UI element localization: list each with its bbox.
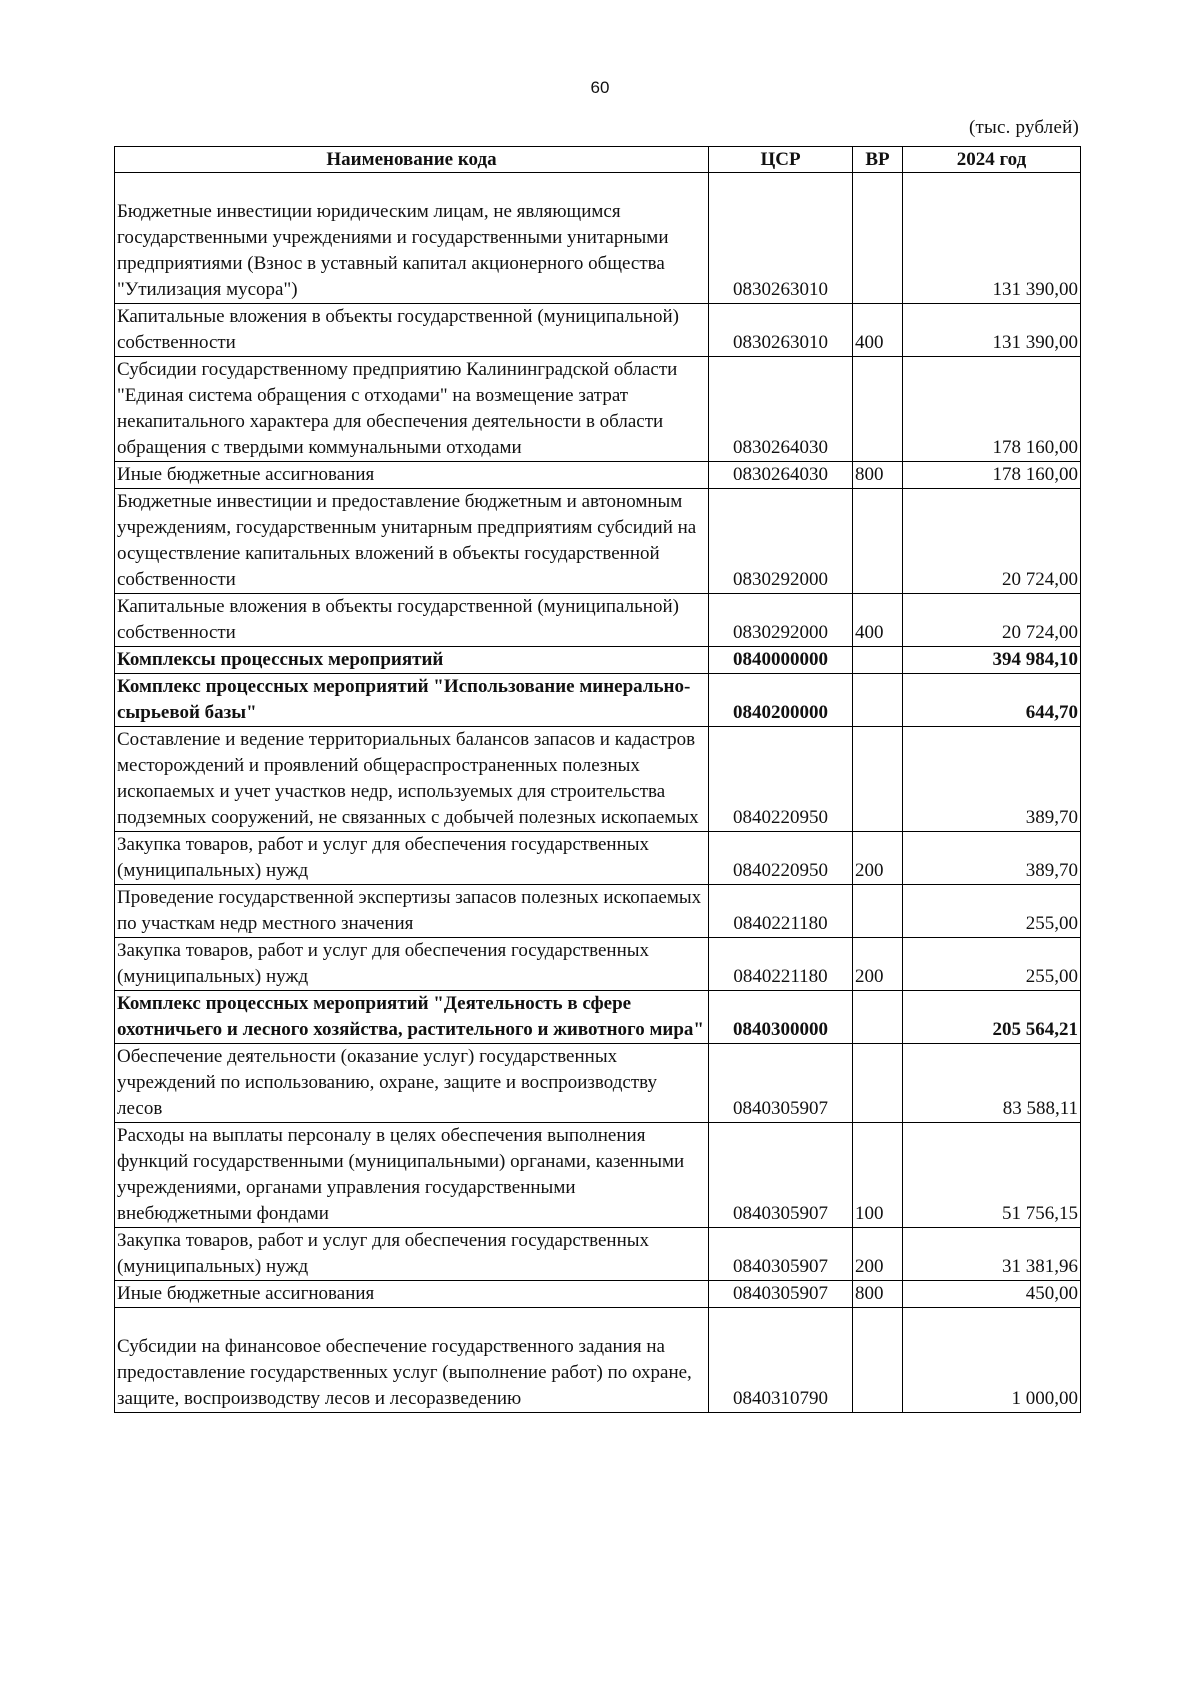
row-vr: 100 — [853, 1123, 903, 1228]
units-label: (тыс. рублей) — [968, 117, 1079, 138]
table-row — [115, 1308, 1081, 1413]
row-amount: 394 984,10 — [903, 647, 1081, 674]
row-amount: 131 390,00 — [903, 173, 1081, 304]
row-vr: 200 — [853, 832, 903, 885]
row-vr — [853, 173, 903, 304]
row-name: Иные бюджетные ассигнования — [115, 462, 709, 489]
row-vr — [853, 1044, 903, 1123]
header-row — [115, 147, 1081, 173]
row-vr: 200 — [853, 938, 903, 991]
table-row — [115, 304, 1081, 357]
row-name: Проведение государственной экспертизы запасов полезных ископаемых по участкам недр местного значения — [115, 885, 709, 938]
table-row — [115, 938, 1081, 991]
row-amount: 131 390,00 — [903, 304, 1081, 357]
table-row — [115, 462, 1081, 489]
table-row — [115, 1123, 1081, 1228]
row-csr: 0840305907 — [709, 1044, 853, 1123]
row-name: Бюджетные инвестиции и предоставление бюджетным и автономным учреждениям, государственным унитарным предприятиям субсидий на осуществление капитальных вложений в объекты государственной собственности — [115, 489, 709, 594]
row-amount: 1 000,00 — [903, 1308, 1081, 1413]
row-vr — [853, 1308, 903, 1413]
row-vr — [853, 991, 903, 1044]
row-amount: 31 381,96 — [903, 1228, 1081, 1281]
table-row — [115, 991, 1081, 1044]
table-row — [115, 594, 1081, 647]
table-row — [115, 1228, 1081, 1281]
row-csr: 0830264030 — [709, 357, 853, 462]
row-amount: 178 160,00 — [903, 357, 1081, 462]
row-vr — [853, 489, 903, 594]
row-vr: 400 — [853, 594, 903, 647]
row-csr: 0840200000 — [709, 674, 853, 727]
table-row — [115, 674, 1081, 727]
row-name: Расходы на выплаты персоналу в целях обеспечения выполнения функций государственными (муниципальными) органами, казенными учреждениями, органами управления государственными внебюджетными фондами — [115, 1123, 709, 1228]
row-name: Закупка товаров, работ и услуг для обеспечения государственных (муниципальных) нужд — [115, 1228, 709, 1281]
table-row — [115, 727, 1081, 832]
table-row — [115, 357, 1081, 462]
row-vr — [853, 647, 903, 674]
row-vr: 800 — [853, 462, 903, 489]
table-row — [115, 173, 1081, 304]
row-amount: 178 160,00 — [903, 462, 1081, 489]
row-csr: 0840305907 — [709, 1281, 853, 1308]
row-amount: 83 588,11 — [903, 1044, 1081, 1123]
row-amount: 389,70 — [903, 727, 1081, 832]
row-vr: 800 — [853, 1281, 903, 1308]
row-name: Закупка товаров, работ и услуг для обеспечения государственных (муниципальных) нужд — [115, 938, 709, 991]
row-amount: 51 756,15 — [903, 1123, 1081, 1228]
row-csr: 0830264030 — [709, 462, 853, 489]
table-row — [115, 489, 1081, 594]
row-amount: 20 724,00 — [903, 489, 1081, 594]
header-csr: ЦСР — [709, 147, 853, 173]
row-csr: 0840221180 — [709, 885, 853, 938]
table-row — [115, 1281, 1081, 1308]
row-vr — [853, 727, 903, 832]
row-amount: 389,70 — [903, 832, 1081, 885]
row-csr: 0840000000 — [709, 647, 853, 674]
budget-table — [114, 146, 1081, 1413]
row-vr: 400 — [853, 304, 903, 357]
row-name: Составление и ведение территориальных балансов запасов и кадастров месторождений и проявлений общераспространенных полезных ископаемых и учет участков недр, используемых для строительства подземных сооружений, не связанных с добычей полезных ископаемых — [115, 727, 709, 832]
row-amount: 644,70 — [903, 674, 1081, 727]
row-amount: 255,00 — [903, 885, 1081, 938]
row-csr: 0840305907 — [709, 1123, 853, 1228]
row-name: Капитальные вложения в объекты государственной (муниципальной) собственности — [115, 594, 709, 647]
table-header — [115, 147, 1081, 173]
page-number: 60 — [590, 78, 610, 97]
row-amount: 450,00 — [903, 1281, 1081, 1308]
row-csr: 0840220950 — [709, 727, 853, 832]
row-csr: 0840300000 — [709, 991, 853, 1044]
row-csr: 0830263010 — [709, 304, 853, 357]
row-name: Комплексы процессных мероприятий — [115, 647, 709, 674]
row-name: Иные бюджетные ассигнования — [115, 1281, 709, 1308]
row-name: Субсидии на финансовое обеспечение государственного задания на предоставление государственных услуг (выполнение работ) по охране, защите, воспроизводству лесов и лесоразведению — [115, 1308, 709, 1413]
row-vr: 200 — [853, 1228, 903, 1281]
row-csr: 0840220950 — [709, 832, 853, 885]
row-vr — [853, 357, 903, 462]
row-amount: 20 724,00 — [903, 594, 1081, 647]
table-row — [115, 1044, 1081, 1123]
row-vr — [853, 674, 903, 727]
row-name: Комплекс процессных мероприятий "Использование минерально-сырьевой базы" — [115, 674, 709, 727]
row-csr: 0830292000 — [709, 594, 853, 647]
row-amount: 255,00 — [903, 938, 1081, 991]
table-row — [115, 885, 1081, 938]
row-csr: 0840305907 — [709, 1228, 853, 1281]
row-csr: 0830263010 — [709, 173, 853, 304]
table-row — [115, 832, 1081, 885]
table-row — [115, 647, 1081, 674]
row-name: Субсидии государственному предприятию Калининградской области "Единая система обращения с отходами" на возмещение затрат некапитального характера для обеспечения деятельности в области обращения с твердыми коммунальными отходами — [115, 357, 709, 462]
header-name: Наименование кода — [115, 147, 709, 173]
row-amount: 205 564,21 — [903, 991, 1081, 1044]
header-year: 2024 год — [903, 147, 1081, 173]
row-name: Закупка товаров, работ и услуг для обеспечения государственных (муниципальных) нужд — [115, 832, 709, 885]
header-vr: ВР — [853, 147, 903, 173]
row-vr — [853, 885, 903, 938]
row-name: Обеспечение деятельности (оказание услуг) государственных учреждений по использованию, охране, защите и воспроизводству лесов — [115, 1044, 709, 1123]
row-name: Комплекс процессных мероприятий "Деятельность в сфере охотничьего и лесного хозяйства, растительного и животного мира" — [115, 991, 709, 1044]
row-csr: 0830292000 — [709, 489, 853, 594]
row-name: Капитальные вложения в объекты государственной (муниципальной) собственности — [115, 304, 709, 357]
row-name: Бюджетные инвестиции юридическим лицам, не являющимся государственными учреждениями и государственными унитарными предприятиями (Взнос в уставный капитал акционерного общества "Утилизация мусора") — [115, 173, 709, 304]
table-body — [115, 173, 1081, 1413]
row-csr: 0840310790 — [709, 1308, 853, 1413]
row-csr: 0840221180 — [709, 938, 853, 991]
